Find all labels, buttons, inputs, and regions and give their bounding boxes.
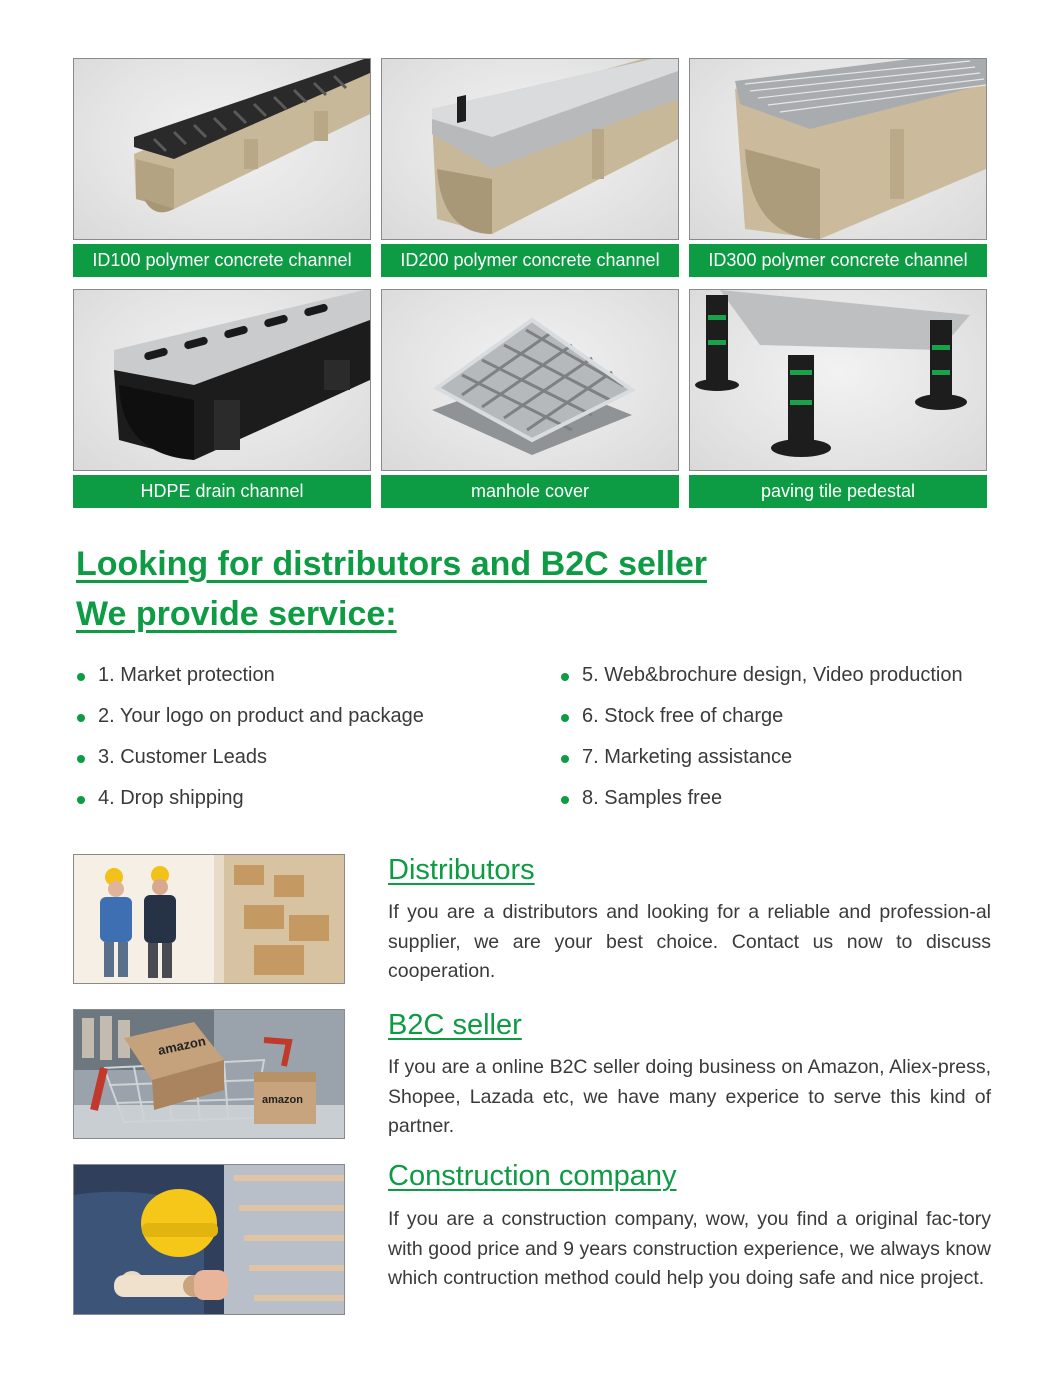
product-photo-id100 [73,58,371,240]
service-item: 1. Market protection [75,664,424,705]
product-photo-manhole [381,289,679,471]
product-caption: HDPE drain channel [73,475,371,508]
product-caption: ID200 polymer concrete channel [381,244,679,277]
polymer-channel-mesh-grate-icon [690,59,986,239]
bullet-icon [77,714,85,722]
bullet-icon [561,714,569,722]
bullet-icon [77,755,85,763]
bullet-icon [77,796,85,804]
amazon-box-label: amazon [156,1033,207,1058]
partner-text: If you are a construction company, wow, you find a original fac-tory with good price and 9 years construction experience, we always know which contruction method could help you doing safe and nice project. [388,1208,991,1289]
bullet-icon [561,796,569,804]
headline-distributors: Looking for distributors and B2C seller [76,545,707,583]
partner-title: B2C seller [388,1009,522,1041]
service-item: 7. Marketing assistance [559,746,963,787]
services-list-right [559,664,963,828]
partner-title: Distributors [388,854,535,886]
product-caption: ID100 polymer concrete channel [73,244,371,277]
product-photo-id200 [381,58,679,240]
product-photo-id300 [689,58,987,240]
shopping-cart-icon [74,1010,344,1138]
product-card-manhole [381,289,679,508]
b2c-photo [73,1009,345,1139]
partner-text: If you are a distributors and looking for a reliable and profession-al supplier, we are your best choice. Contact us now to discuss cooperation. [388,901,991,982]
partner-text: If you are a online B2C seller doing business on Amazon, Aliex-press, Shopee, Lazada etc, we have many experice to serve this kind of partner. [388,1056,991,1137]
product-card-id200 [381,58,679,277]
polymer-channel-black-grate-icon [74,59,370,239]
product-caption: paving tile pedestal [689,475,987,508]
bullet-icon [561,673,569,681]
service-item: 3. Customer Leads [75,746,424,787]
product-card-id300 [689,58,987,277]
service-item: 8. Samples free [559,787,963,828]
manhole-cover-icon [382,290,678,470]
bullet-icon [561,755,569,763]
service-item: 2. Your logo on product and package [75,705,424,746]
product-caption: manhole cover [381,475,679,508]
product-card-pedestal [689,289,987,508]
product-grid [73,58,987,508]
product-photo-pedestal [689,289,987,471]
bullet-icon [77,673,85,681]
hdpe-channel-icon [74,290,370,470]
pedestal-icon [690,290,986,470]
warehouse-workers-icon [74,855,344,983]
product-card-hdpe [73,289,371,508]
construction-photo [73,1164,345,1315]
product-card-id100 [73,58,371,277]
polymer-channel-slot-cover-icon [382,59,678,239]
service-item: 4. Drop shipping [75,787,424,828]
services-list-left [75,664,424,828]
service-item: 6. Stock free of charge [559,705,963,746]
product-caption: ID300 polymer concrete channel [689,244,987,277]
amazon-box-label: amazon [262,1094,303,1106]
service-item: 5. Web&brochure design, Video production [559,664,963,705]
distributors-photo [73,854,345,984]
partner-title: Construction company [388,1160,677,1192]
hard-hat-blueprint-icon [74,1165,344,1314]
product-photo-hdpe [73,289,371,471]
headline-service: We provide service: [76,595,397,633]
